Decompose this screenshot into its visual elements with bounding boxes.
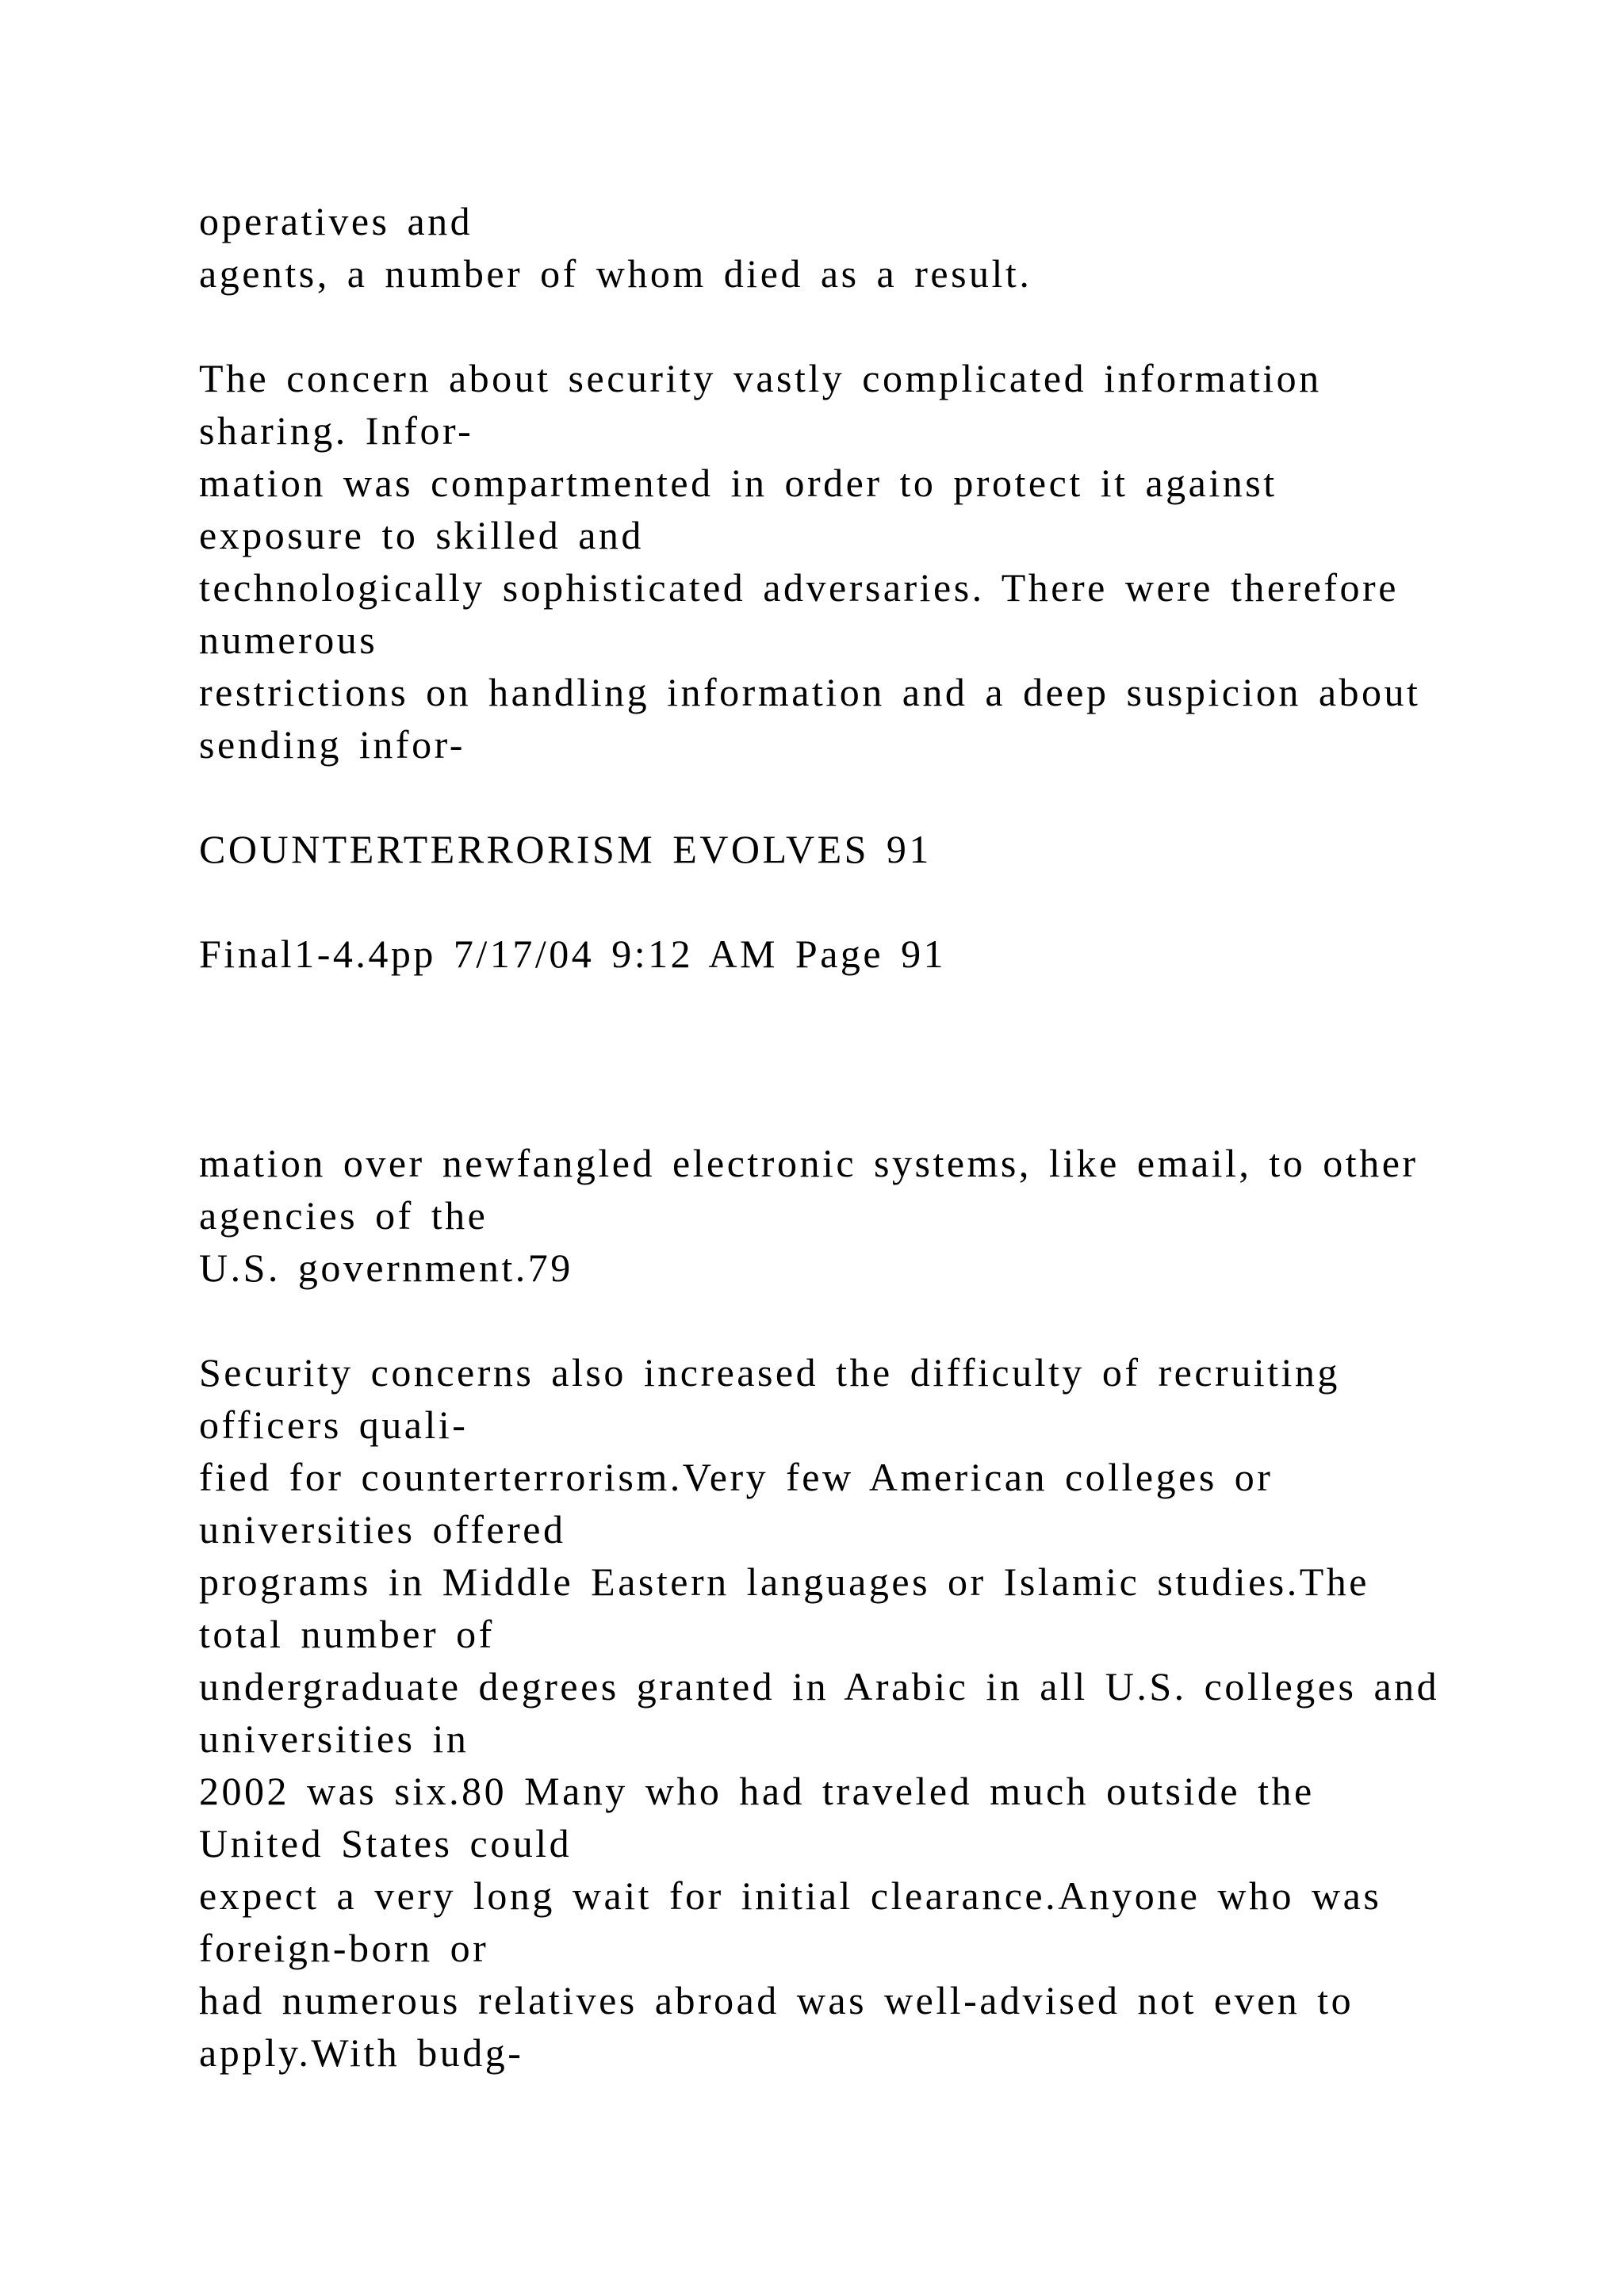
text-line: foreign-born or [199,1926,489,1970]
text-line: restrictions on handling information and a deep suspicion about [199,670,1421,714]
text-line: 2002 was six.80 Many who had traveled much outside the [199,1769,1315,1813]
text-line: fied for counterterrorism.Very few American colleges or [199,1455,1274,1499]
text-line: exposure to skilled and [199,513,644,557]
text-line: sending infor- [199,722,465,767]
text-line: had numerous relatives abroad was well-advised not even to [199,1978,1354,2022]
running-header [199,823,1624,875]
text-line: U.S. government.79 [199,1246,573,1290]
text-line: technologically sophisticated adversaries. There were therefore [199,565,1399,610]
print-slug [199,928,1624,980]
text-line: sharing. Infor- [199,408,474,453]
paragraph-3 [199,1137,1624,1294]
text-line: agents, a number of whom died as a result. [199,251,1032,296]
paragraph-4 [199,1346,1624,2079]
text-line: universities in [199,1716,469,1761]
text-line: The concern about security vastly complicated information [199,356,1322,400]
text-line: agencies of the [199,1193,488,1238]
paragraph-1 [199,195,1624,300]
paragraph-2 [199,352,1624,771]
running-header-text: COUNTERTERRORISM EVOLVES 91 [199,827,932,871]
text-line: programs in Middle Eastern languages or Islamic studies.The [199,1559,1369,1604]
text-line: numerous [199,618,378,662]
text-line: United States could [199,1821,573,1866]
text-line: Security concerns also increased the difficulty of recruiting [199,1350,1340,1395]
text-line: universities offered [199,1507,566,1552]
text-line: officers quali- [199,1402,469,1447]
text-line: mation was compartmented in order to protect it against [199,461,1277,505]
text-line: undergraduate degrees granted in Arabic in all U.S. colleges and [199,1664,1440,1709]
text-line: expect a very long wait for initial clearance.Anyone who was [199,1873,1382,1918]
print-slug-text: Final1-4.4pp 7/17/04 9:12 AM Page 91 [199,932,947,976]
text-line: mation over newfangled electronic systems, like email, to other [199,1141,1419,1185]
text-line: total number of [199,1612,495,1656]
text-line: apply.With budg- [199,2030,524,2075]
text-line: operatives and [199,199,473,243]
